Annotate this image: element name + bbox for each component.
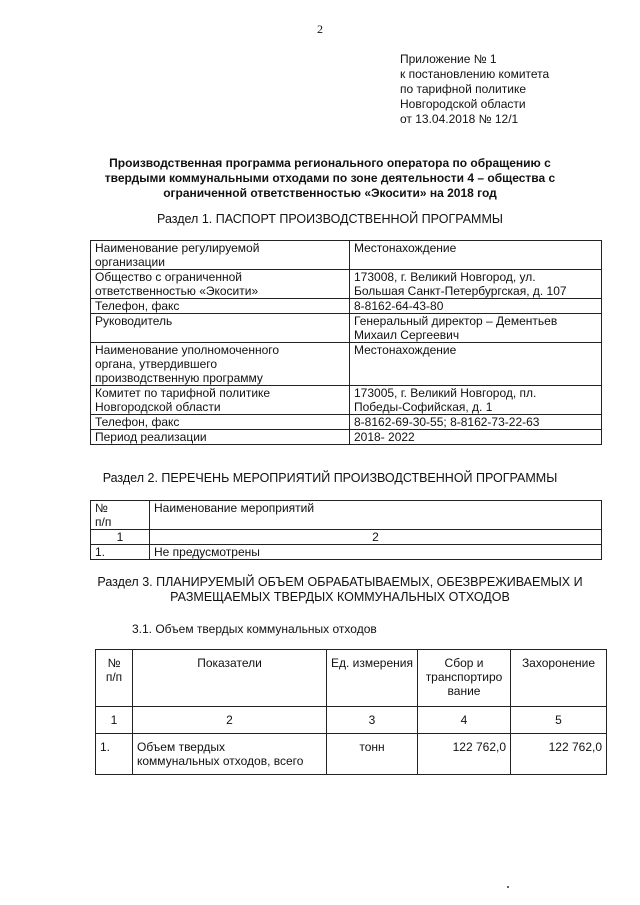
table-row: [91, 314, 602, 343]
table-row: [91, 241, 602, 270]
title-line: ограниченной ответственностью «Экосити» на 2018 год: [163, 186, 497, 200]
row-value: Генеральный директор – Дементьев Михаил Сергеевич: [350, 314, 602, 343]
header-cell: № п/п: [96, 650, 133, 707]
heading-line: РАЗМЕЩАЕМЫХ ТВЕРДЫХ КОММУНАЛЬНЫХ ОТХОДОВ: [170, 590, 510, 604]
measure-name: Не предусмотрены: [150, 545, 602, 560]
row-value: Местонахождение: [350, 343, 602, 386]
row-label: Наименование уполномоченного органа, утвердившего производственную программу: [91, 343, 350, 386]
header-cell: № п/п: [91, 501, 150, 530]
table-row: [91, 415, 602, 430]
header-cell: Сбор и транспортиро вание: [418, 650, 511, 707]
unit: тонн: [327, 734, 418, 775]
document-title: [60, 156, 600, 201]
table-row: [96, 734, 607, 775]
column-number: 2: [133, 707, 327, 734]
row-value: 173008, г. Великий Новгород, ул. Большая Санкт-Петербургская, д. 107: [350, 270, 602, 299]
table-row: [91, 545, 602, 560]
row-label: Наименование регулируемой организации: [91, 241, 350, 270]
row-label: Период реализации: [91, 430, 350, 445]
header-cell: Показатели: [133, 650, 327, 707]
appendix-line: Новгородской области: [400, 97, 526, 111]
column-number: 3: [327, 707, 418, 734]
header-cell: Ед. измерения: [327, 650, 418, 707]
column-number-row: [96, 707, 607, 734]
row-label: Руководитель: [91, 314, 350, 343]
title-line: Производственная программа регионального оператора по обращению с: [109, 156, 551, 170]
table-row: [91, 299, 602, 314]
row-label: Комитет по тарифной политике Новгородской области: [91, 386, 350, 415]
page-number: 2: [317, 22, 323, 36]
column-number: 1: [91, 530, 150, 545]
passport-table: [90, 240, 602, 445]
header-cell: Наименование мероприятий: [150, 501, 602, 530]
column-number: 1: [96, 707, 133, 734]
title-line: твердыми коммунальными отходами по зоне деятельности 4 – общества с: [104, 171, 556, 185]
table-header-row: [91, 501, 602, 530]
row-label: Телефон, факс: [91, 415, 350, 430]
section1-heading: Раздел 1. ПАСПОРТ ПРОИЗВОДСТВЕННОЙ ПРОГРАММЫ: [157, 212, 503, 226]
row-value: 8-8162-69-30-55; 8-8162-73-22-63: [350, 415, 602, 430]
collection-volume: 122 762,0: [418, 734, 511, 775]
scan-mark: [507, 886, 509, 888]
table-row: [91, 270, 602, 299]
header-cell: Захоронение: [511, 650, 607, 707]
row-label: Телефон, факс: [91, 299, 350, 314]
appendix-line: Приложение № 1: [400, 52, 497, 66]
table-header-row: [96, 650, 607, 707]
column-number: 4: [418, 707, 511, 734]
row-number: 1.: [91, 545, 150, 560]
table-row: [91, 386, 602, 415]
column-number: 2: [150, 530, 602, 545]
section3-heading: [40, 575, 640, 605]
appendix-line: от 13.04.2018 № 12/1: [400, 112, 519, 126]
disposal-volume: 122 762,0: [511, 734, 607, 775]
column-number-row: [91, 530, 602, 545]
section2-heading: Раздел 2. ПЕРЕЧЕНЬ МЕРОПРИЯТИЙ ПРОИЗВОДСТВЕННОЙ ПРОГРАММЫ: [102, 471, 558, 485]
appendix-note: [400, 52, 549, 127]
appendix-line: по тарифной политике: [400, 82, 526, 96]
row-label: Общество с ограниченной ответственностью «Экосити»: [91, 270, 350, 299]
measures-table: [90, 500, 602, 560]
row-value: 8-8162-64-43-80: [350, 299, 602, 314]
heading-line: Раздел 3. ПЛАНИРУЕМЫЙ ОБЪЕМ ОБРАБАТЫВАЕМЫХ, ОБЕЗВРЕЖИВАЕМЫХ И: [97, 575, 583, 589]
table-row: [91, 343, 602, 386]
section3-subheading: 3.1. Объем твердых коммунальных отходов: [132, 622, 377, 636]
row-value: 2018- 2022: [350, 430, 602, 445]
row-value: 173005, г. Великий Новгород, пл. Победы-Софийская, д. 1: [350, 386, 602, 415]
column-number: 5: [511, 707, 607, 734]
waste-volume-table: [95, 649, 607, 775]
indicator-name: Объем твердых коммунальных отходов, всего: [133, 734, 327, 775]
appendix-line: к постановлению комитета: [400, 67, 550, 81]
row-value: Местонахождение: [350, 241, 602, 270]
row-number: 1.: [96, 734, 133, 775]
table-row: [91, 430, 602, 445]
